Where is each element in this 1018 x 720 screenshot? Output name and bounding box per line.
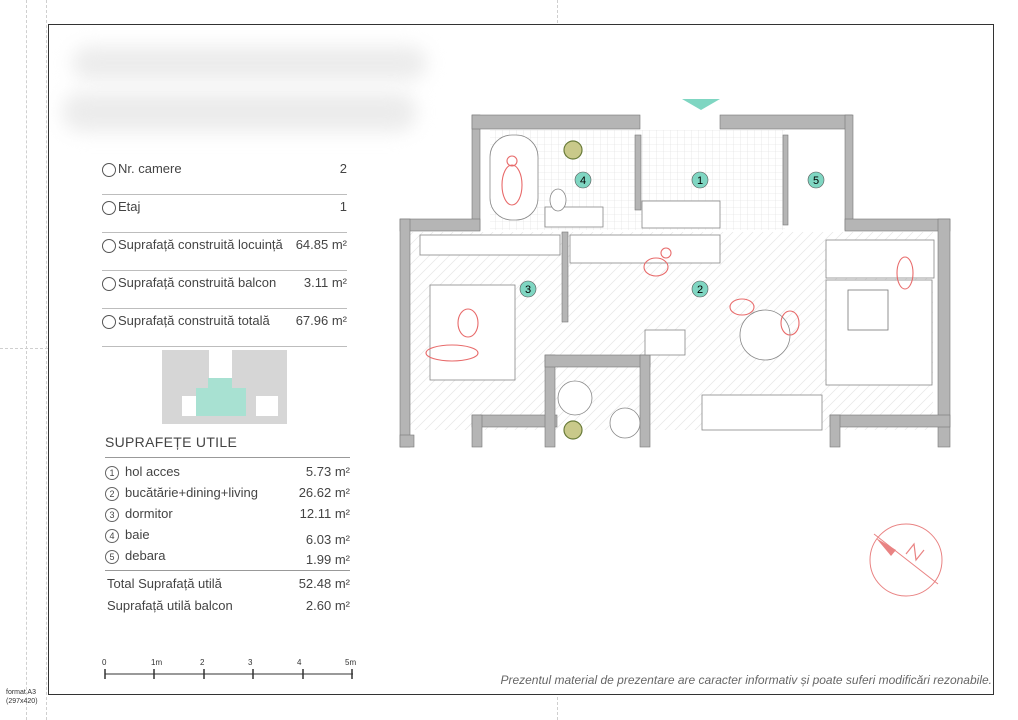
room-area: 26.62 m²	[298, 485, 350, 500]
kitchen-unit	[570, 235, 720, 263]
totals-divider	[105, 570, 350, 571]
room-row	[105, 527, 350, 547]
scale-label: 3	[248, 658, 253, 667]
info-row-built-area	[102, 232, 347, 271]
room-number-badge: 1	[105, 466, 119, 480]
info-value: 2	[339, 161, 347, 176]
floor-plan	[390, 95, 955, 455]
room-number-badge: 4	[105, 529, 119, 543]
room-number-badge: 5	[105, 550, 119, 564]
blurred-subtitle	[62, 92, 417, 132]
room-number-badge: 2	[105, 487, 119, 501]
plan-room-label: 3	[524, 284, 532, 296]
scale-label: 5m	[345, 658, 357, 667]
info-label: Suprafață construită locuință	[118, 237, 283, 252]
building-key-plan	[160, 350, 288, 426]
kitchen-counter	[702, 395, 822, 430]
room-row	[105, 464, 350, 484]
room-row	[105, 548, 350, 568]
total-row	[105, 598, 350, 618]
format-line: (297x420)	[6, 698, 38, 705]
info-value: 67.96 m²	[295, 313, 347, 328]
bullet-circle-icon	[102, 315, 116, 329]
hall-bench	[642, 201, 720, 228]
info-row-balcony-area	[102, 270, 347, 309]
total-value: 52.48 m²	[298, 576, 350, 591]
total-label: Suprafață utilă balcon	[107, 598, 233, 613]
wardrobe	[420, 235, 560, 255]
room-area: 1.99 m²	[305, 552, 350, 567]
format-line: format A3	[6, 689, 36, 696]
disclaimer-text: Prezentul material de prezentare are caracter informativ și poate suferi modificări rezonabile.	[500, 673, 992, 687]
scale-label: 4	[297, 658, 302, 667]
toilet	[550, 189, 566, 211]
room-area: 6.03 m²	[305, 532, 350, 547]
room-area: 5.73 m²	[305, 464, 350, 479]
blurred-title	[72, 46, 427, 80]
room-label: hol acces	[125, 464, 180, 479]
room-label: dormitor	[125, 506, 173, 521]
key-plan-notch-right	[256, 396, 278, 416]
bullet-circle-icon	[102, 201, 116, 215]
plan-room-label: 5	[812, 175, 820, 187]
north-compass-icon	[866, 520, 946, 600]
info-row-rooms	[102, 156, 347, 195]
double-bed	[430, 285, 515, 380]
scale-label: 2	[200, 658, 205, 667]
info-row-total-area	[102, 308, 347, 347]
kitchen-island	[645, 330, 685, 355]
info-value: 64.85 m²	[295, 237, 347, 252]
coffee-table	[848, 290, 888, 330]
room-number-badge: 3	[105, 508, 119, 522]
total-value: 2.60 m²	[305, 598, 350, 613]
room-label: debara	[125, 548, 166, 563]
room-label: bucătărie+dining+living	[125, 485, 258, 500]
fold-guide-left-2	[46, 0, 47, 720]
bullet-circle-icon	[102, 277, 116, 291]
scale-label: 1m	[151, 658, 163, 667]
fold-guide-left	[26, 0, 27, 720]
info-label: Suprafață construită totală	[118, 313, 270, 328]
info-row-floor	[102, 194, 347, 233]
info-label: Nr. camere	[118, 161, 182, 176]
plan-room-label: 1	[696, 175, 704, 187]
scale-bar	[100, 668, 360, 680]
plan-room-label: 2	[696, 284, 704, 296]
format-note	[6, 688, 38, 706]
info-label: Etaj	[118, 199, 141, 214]
room-row	[105, 485, 350, 505]
balcony-table	[610, 408, 640, 438]
total-row	[105, 576, 350, 596]
vanity	[545, 207, 603, 227]
room-area: 12.11 m²	[299, 506, 350, 521]
spiral-chair	[558, 381, 592, 415]
info-value: 3.11 m²	[303, 275, 347, 290]
rooms-section-title: SUPRAFEȚE UTILE	[105, 434, 238, 450]
room-row	[105, 506, 350, 526]
plan-room-label: 4	[579, 175, 587, 187]
entrance-arrow-icon	[682, 99, 720, 110]
info-value: 1	[339, 199, 347, 214]
fold-guide-horizontal	[0, 348, 48, 349]
bullet-circle-icon	[102, 239, 116, 253]
bullet-circle-icon	[102, 163, 116, 177]
rooms-header-divider	[105, 457, 350, 458]
sofa	[826, 240, 934, 278]
info-label: Suprafață construită balcon	[118, 275, 277, 290]
room-label: baie	[125, 527, 150, 542]
total-label: Total Suprafață utilă	[107, 576, 222, 591]
bathtub	[490, 135, 538, 220]
scale-label: 0	[102, 658, 107, 667]
